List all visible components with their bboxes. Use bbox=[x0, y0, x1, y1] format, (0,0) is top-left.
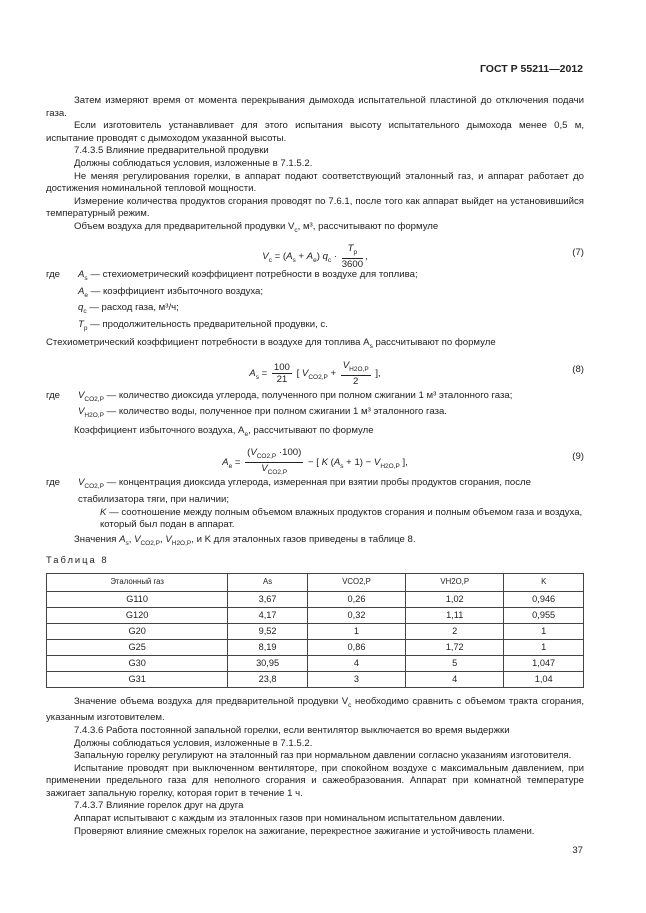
formula-expression: $A_e$ = $\frac{(V_{CO2,P} \cdot 100)}{V_{CO2,P}}$ − [ K $(A_s + 1) - V_{H2O,P}$ ], bbox=[222, 447, 408, 477]
table-cell: 1 bbox=[504, 623, 584, 639]
paragraph: Коэффициент избыточного воздуха, $A_e$, рассчитывают по формуле bbox=[74, 424, 374, 438]
definition-item: где $A_s$ — стехиометрический коэффициент потребности в воздухе для топлива; bbox=[46, 269, 418, 283]
table-cell: 9,52 bbox=[228, 623, 308, 639]
definition-item: $T_p$ — продолжительность предварительной продувки, с. bbox=[78, 318, 328, 332]
table-row bbox=[47, 591, 584, 607]
definition-item: $q_c$ — расход газа, м³/ч; bbox=[78, 302, 179, 316]
table-cell: 1,02 bbox=[406, 591, 504, 607]
definition-list bbox=[46, 269, 584, 335]
column-header: K bbox=[504, 573, 584, 591]
table-cell: 8,19 bbox=[228, 639, 308, 655]
table-cell: G120 bbox=[47, 607, 228, 623]
section-heading: 7.4.3.5 Влияние предварительной продувки bbox=[74, 145, 269, 157]
table-cell: 1,72 bbox=[406, 639, 504, 655]
table-cell: G31 bbox=[47, 671, 228, 687]
paragraph: Испытание проводят при выключенном вентиляторе, при спокойном воздухе с максимальным давлением, при применении предельного газа для неполного сгорания и сажеобразования. Аппарат при комнатной температуре зажигает запальную горелку, которая горит в течение 1 ч. bbox=[46, 762, 584, 799]
formula-number: (7) bbox=[572, 247, 584, 259]
table-cell: 4,17 bbox=[228, 607, 308, 623]
definition-list bbox=[46, 390, 584, 423]
table-cell: 3 bbox=[307, 671, 405, 687]
paragraph: Запальную горелку регулируют на эталонный газ при нормальном давлении согласно указаниям изготовителя. bbox=[74, 750, 572, 762]
table-cell: 2 bbox=[406, 623, 504, 639]
table-caption: Таблица 8 bbox=[46, 554, 109, 566]
definition-list bbox=[46, 477, 584, 531]
formula-7 bbox=[46, 237, 584, 271]
table-cell: 1 bbox=[307, 623, 405, 639]
table-cell: 4 bbox=[406, 671, 504, 687]
formula-9 bbox=[46, 441, 584, 475]
formula-number: (9) bbox=[572, 451, 584, 463]
column-header: As bbox=[228, 573, 308, 591]
definition-item: $A_e$ — коэффициент избыточного воздуха; bbox=[78, 285, 264, 299]
table-cell: 0,946 bbox=[504, 591, 584, 607]
table-cell: 1,04 bbox=[504, 671, 584, 687]
formula-number: (8) bbox=[572, 363, 584, 375]
table-header-row bbox=[47, 573, 584, 591]
table-row bbox=[47, 655, 584, 671]
definition-item: K — соотношение между полным объемом влажных продуктов сгорания и полным объемом газа и воздуха, который был подан в аппарат. bbox=[100, 506, 583, 531]
table-cell: G30 bbox=[47, 655, 228, 671]
column-header: Эталонный газ bbox=[47, 573, 228, 591]
paragraph: Затем измеряют время от момента перекрывания дымохода испытательной пластиной до отключения подачи газа. bbox=[46, 95, 584, 119]
table-cell: 0,86 bbox=[307, 639, 405, 655]
formula-expression: $V_c = (A_s + A_e) q_c$ · $\frac{T_p}{3600}$ , bbox=[262, 243, 368, 271]
column-header: VH2O,P bbox=[406, 573, 504, 591]
definition-item: $V_{H2O,P}$ — количество воды, полученное при полном сжигании 1 м³ эталонного газа. bbox=[78, 406, 447, 420]
paragraph: Значения $A_s$, $V_{CO2,P}$, $V_{H2O,P}$, и K для эталонных газов приведены в таблице 8. bbox=[74, 533, 416, 547]
paragraph: Измерение количества продуктов сгорания проводят по 7.6.1, после того как аппарат выйдет на установившийся температурный режим. bbox=[46, 195, 584, 220]
table-row bbox=[47, 671, 584, 687]
standard-header: ГОСТ Р 55211—2012 bbox=[479, 63, 583, 75]
table-cell: 0,32 bbox=[307, 607, 405, 623]
table-cell: 1,047 bbox=[504, 655, 584, 671]
paragraph: Объем воздуха для предварительной продувки $V_c$, м³, рассчитывают по формуле bbox=[74, 220, 439, 234]
table-cell: 30,95 bbox=[228, 655, 308, 671]
table-cell: 3,67 bbox=[228, 591, 308, 607]
definition-item: где $V_{CO2,P}$ — концентрация диоксида углерода, измеренная при взятии пробы продуктов сгорания, после стабилизатора тяги, при наличии; bbox=[46, 477, 531, 505]
table-cell: G110 bbox=[47, 591, 228, 607]
page-number: 37 bbox=[572, 845, 583, 856]
paragraph: Не меняя регулирования горелки, в аппарат подают соответствующий эталонный газ, и аппарат работает до достижения номинальной тепловой мощности. bbox=[46, 170, 584, 195]
page-content bbox=[46, 95, 584, 838]
table-cell: 4 bbox=[307, 655, 405, 671]
formula-8 bbox=[46, 354, 584, 388]
paragraph: Стехиометрический коэффициент потребности в воздухе для топлива $A_s$ рассчитывают по формуле bbox=[46, 337, 496, 351]
table-cell: G25 bbox=[47, 639, 228, 655]
paragraph: Должны соблюдаться условия, изложенные в 7.1.5.2. bbox=[74, 737, 313, 749]
table-cell: G20 bbox=[47, 623, 228, 639]
table-cell: 0,955 bbox=[504, 607, 584, 623]
table-cell: 1,11 bbox=[406, 607, 504, 623]
definition-item: где $V_{CO2,P}$ — количество диоксида углерода, полученного при полном сжигании 1 м³ эталонного газа; bbox=[46, 389, 513, 403]
paragraph: Должны соблюдаться условия, изложенные в 7.1.5.2. bbox=[74, 157, 313, 169]
column-header: VCO2,P bbox=[307, 573, 405, 591]
table-row bbox=[47, 639, 584, 655]
section-heading: 7.4.3.6 Работа постоянной запальной горелки, если вентилятор выключается во время выдержки bbox=[74, 724, 510, 736]
table-row bbox=[47, 623, 584, 639]
table-cell: 1 bbox=[504, 639, 584, 655]
table-cell: 5 bbox=[406, 655, 504, 671]
table-cell: 0,26 bbox=[307, 591, 405, 607]
paragraph: Значение объема воздуха для предварительной продувки $V_c$ необходимо сравнить с объемом тракта сгорания, указанным изготовителем. bbox=[46, 695, 584, 724]
table-cell: 23,8 bbox=[228, 671, 308, 687]
formula-expression: $A_s$ = $\frac{100}{21}$ [ $V_{CO2,P}$ + $\frac{V_{H2O,P}}{2}$ ], bbox=[249, 359, 381, 387]
paragraph: Аппарат испытывают с каждым из эталонных газов при номинальном испытательном давлении. bbox=[74, 813, 505, 825]
paragraph: Если изготовитель устанавливает для этого испытания высоту испытательного дымохода менее 0,5 м, испытание проводят с дымоходом указанной высоты. bbox=[46, 120, 584, 144]
paragraph: Проверяют влияние смежных горелок на зажигание, перекрестное зажигание и устойчивость пламени. bbox=[74, 825, 535, 837]
table-row bbox=[47, 607, 584, 623]
reference-gas-table bbox=[46, 573, 584, 688]
section-heading: 7.4.3.7 Влияние горелок друг на друга bbox=[74, 800, 244, 812]
